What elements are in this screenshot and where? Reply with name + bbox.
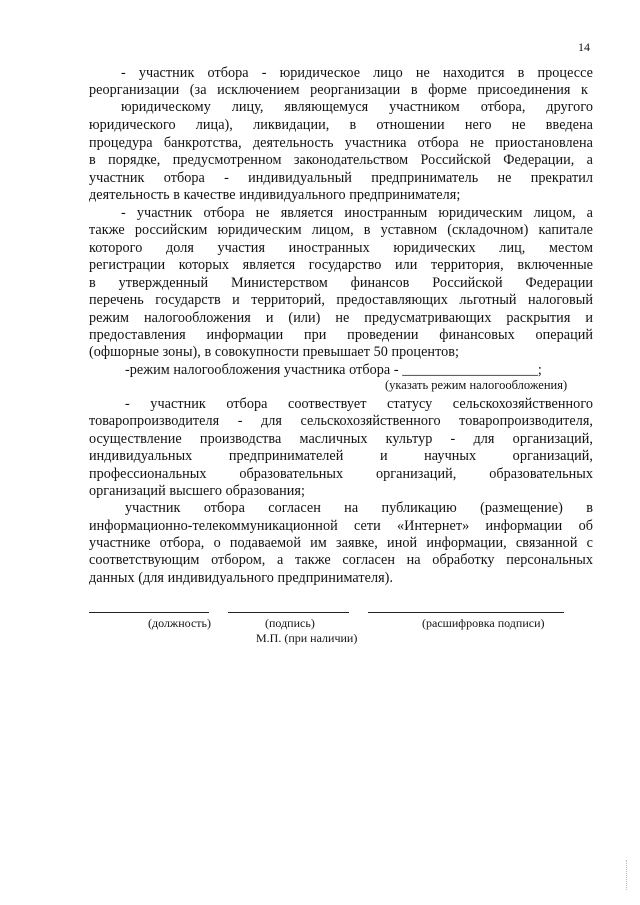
text-line: также российским юридическим лицом, в уставном (складочном) капитале: [89, 222, 593, 238]
position-caption: (должность): [148, 616, 211, 630]
text-line: юридического лица), ликвидации, в отношении него не введена: [89, 117, 593, 133]
decoding-caption: (расшифровка подписи): [422, 616, 545, 630]
tax-regime-line: -режим налогообложения участника отбора - ___________________;: [125, 362, 542, 378]
position-signature-line: [89, 612, 209, 613]
text-line: юридическому лицу, являющемуся участником отбора, другого: [121, 99, 593, 115]
text-line: - участник отбора соотвествует статусу сельскохозяйственного: [125, 396, 593, 412]
text-line: информационно-телекоммуникационной сети «Интернет» информации об: [89, 518, 593, 534]
text-line: соответствующим отбором, а также согласен на обработку персональных: [89, 552, 593, 568]
decoding-signature-line: [368, 612, 564, 613]
page-number: 14: [578, 40, 590, 54]
text-line: регистрации которых является государство или территория, включенные: [89, 257, 593, 273]
text-line: товаропроизводителя - для сельскохозяйственного товаропроизводителя,: [89, 413, 593, 429]
text-line: предоставления информации при проведении финансовых операций: [89, 327, 593, 343]
text-line: осуществление производства масличных культур - для организаций,: [89, 431, 593, 447]
text-line: процедура банкротства, деятельность участника отбора не приостановлена: [89, 135, 593, 151]
text-line: индивидуальных предпринимателей и научных организаций,: [89, 448, 593, 464]
text-line: реорганизации (за исключением реорганизации в форме присоединения к: [89, 82, 588, 98]
scan-artifact: [626, 860, 630, 890]
text-line: данных (для индивидуального предпринимателя).: [89, 570, 394, 586]
text-line: деятельность в качестве индивидуального предпринимателя;: [89, 187, 461, 203]
signature-caption: (подпись): [265, 616, 315, 630]
text-line: организаций высшего образования;: [89, 483, 305, 499]
signature-line: [228, 612, 349, 613]
text-line: профессиональных образовательных организаций, образовательных: [89, 466, 593, 482]
text-line: участнике отбора, о подаваемой им заявке, иной информации, связанной с: [89, 535, 593, 551]
stamp-caption: М.П. (при наличии): [256, 631, 358, 645]
text-line: участник отбора согласен на публикацию (размещение) в: [125, 500, 593, 516]
text-line: которого доля участия иностранных юридических лиц, местом: [89, 240, 593, 256]
text-line: в порядке, предусмотренном законодательством Российской Федерации, а: [89, 152, 593, 168]
text-line: в утвержденный Министерством финансов Российской Федерации: [89, 275, 593, 291]
text-line: режим налогообложения и (или) не предусматривающих раскрытия и: [89, 310, 593, 326]
text-line: (офшорные зоны), в совокупности превышает 50 процентов;: [89, 344, 460, 360]
text-line: участник отбора - индивидуальный предприниматель не прекратил: [89, 170, 593, 186]
text-line: - участник отбора - юридическое лицо не находится в процессе: [121, 65, 593, 81]
text-line: - участник отбора не является иностранным юридическим лицом, а: [121, 205, 593, 221]
text-line: перечень государств и территорий, предоставляющих льготный налоговый: [89, 292, 593, 308]
tax-regime-hint: (указать режим налогообложения): [385, 378, 568, 392]
